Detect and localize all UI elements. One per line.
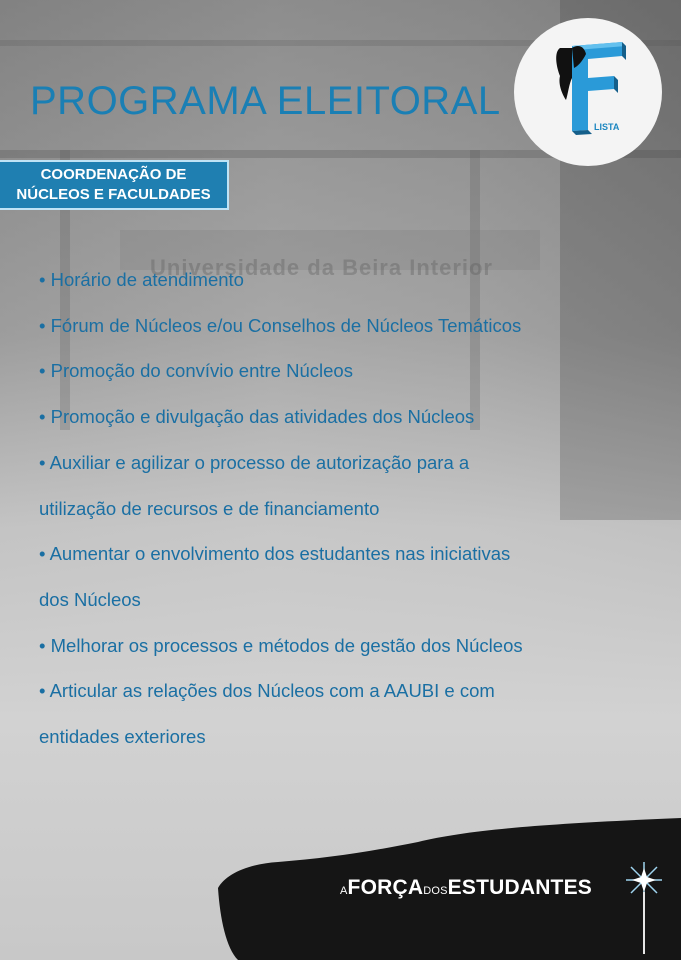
program-list bbox=[39, 257, 649, 760]
list-item: entidades exteriores bbox=[39, 726, 206, 748]
list-item: • Horário de atendimento bbox=[39, 269, 244, 290]
f-letter-icon bbox=[514, 18, 662, 166]
list-item: • Promoção do convívio entre Núcleos bbox=[39, 360, 353, 382]
list-item: dos Núcleos bbox=[39, 588, 141, 610]
lista-f-logo bbox=[514, 18, 662, 166]
slogan-estudantes: ESTUDANTES bbox=[447, 876, 593, 899]
section-label-line2: NÚCLEOS E FACULDADES bbox=[16, 186, 211, 203]
page-title: PROGRAMA ELEITORAL bbox=[30, 78, 501, 123]
slogan-forca: FORÇA bbox=[347, 876, 424, 899]
list-item: • Melhorar os processos e métodos de gestão dos Núcleos bbox=[39, 634, 523, 656]
star-icon bbox=[622, 858, 670, 954]
section-label-line1: COORDENAÇÃO DE bbox=[40, 166, 187, 183]
section-label bbox=[0, 160, 229, 210]
slogan-a: A bbox=[340, 885, 348, 897]
list-item: • Fórum de Núcleos e/ou Conselhos de Núcleos Temáticos bbox=[39, 314, 522, 336]
background-sign-text: Universidade da Beira Interior bbox=[150, 255, 493, 280]
list-item: utilização de recursos e de financiamento bbox=[39, 497, 380, 519]
list-item: • Articular as relações dos Núcleos com a AAUBI e com bbox=[39, 680, 495, 702]
list-item: • Auxiliar e agilizar o processo de autorização para a bbox=[39, 451, 470, 473]
list-item: • Promoção e divulgação das atividades dos Núcleos bbox=[39, 406, 475, 428]
list-item: • Aumentar o envolvimento dos estudantes nas iniciativas bbox=[39, 543, 511, 565]
footer-slogan bbox=[340, 876, 592, 900]
logo-lista-label: LISTA bbox=[594, 122, 620, 132]
slogan-dos: DOS bbox=[423, 885, 448, 897]
